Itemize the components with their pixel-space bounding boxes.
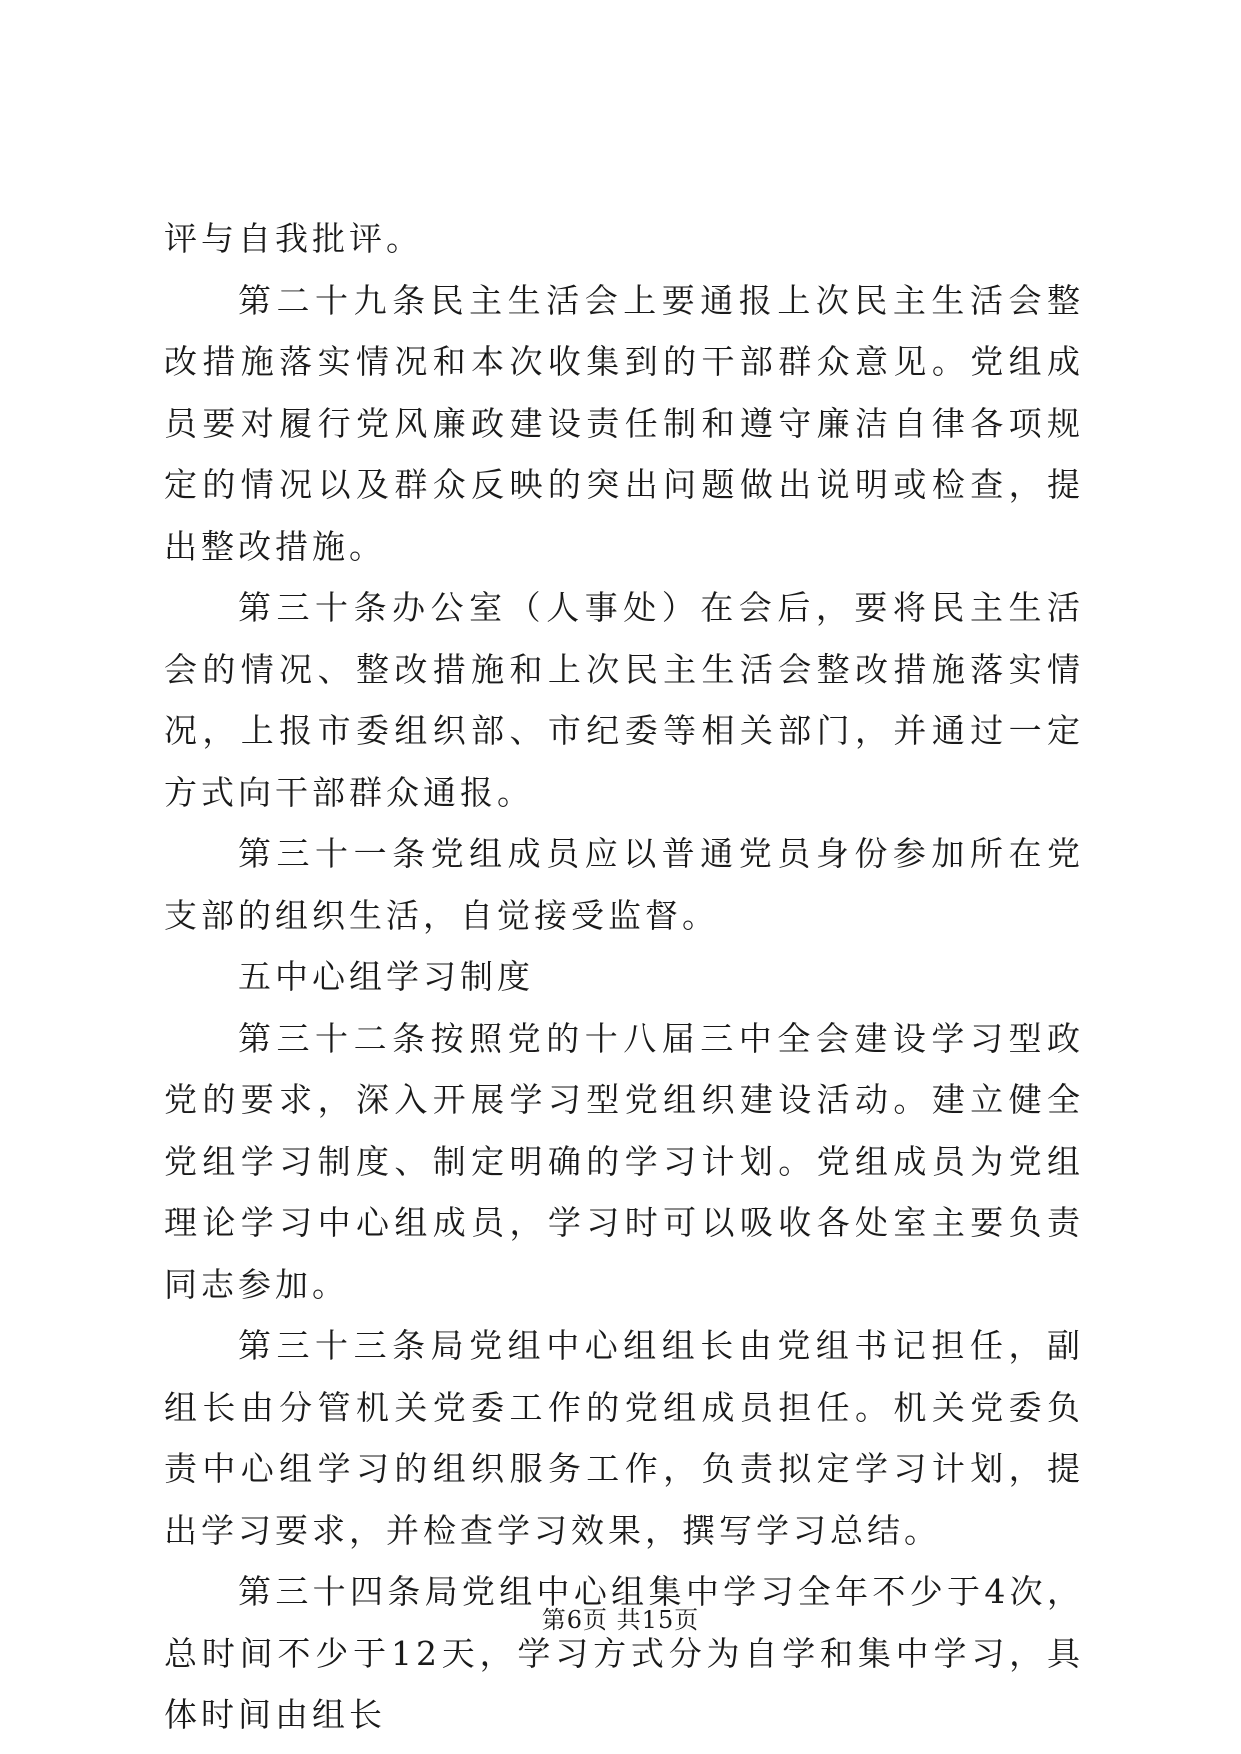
document-body [164, 208, 1084, 1746]
article-34-paragraph: 第三十四条局党组中心组集中学习全年不少于4次，总时间不少于12天，学习方式分为自学和集中学习，具体时间由组长 [164, 1572, 1084, 1734]
article-32-paragraph: 第三十二条按照党的十八届三中全会建设学习型政党的要求，深入开展学习型党组织建设活动。建立健全党组学习制度、制定明确的学习计划。党组成员为党组理论学习中心组成员，学习时可以吸收各处室主要负责同志参加。 [164, 1018, 1084, 1304]
article-33-paragraph: 第三十三条局党组中心组组长由党组书记担任，副组长由分管机关党委工作的党组成员担任。机关党委负责中心组学习的组织服务工作，负责拟定学习计划，提出学习要求，并检查学习效果，撰写学习总结。 [164, 1326, 1084, 1550]
section-heading: 五中心组学习制度 [238, 957, 534, 996]
page-number-footer: 第6页 共15页 [541, 1606, 700, 1634]
article-31-paragraph: 第三十一条党组成员应以普通党员身份参加所在党支部的组织生活，自觉接受监督。 [164, 834, 1084, 935]
article-29-paragraph: 第二十九条民主生活会上要通报上次民主生活会整改措施落实情况和本次收集到的干部群众意见。党组成员要对履行党风廉政建设责任制和遵守廉洁自律各项规定的情况以及群众反映的突出问题做出说明或检查，提出整改措施。 [164, 280, 1084, 566]
article-30-paragraph: 第三十条办公室（人事处）在会后，要将民主生活会的情况、整改措施和上次民主生活会整改措施落实情况，上报市委组织部、市纪委等相关部门，并通过一定方式向干部群众通报。 [164, 588, 1084, 812]
paragraph-continuation: 评与自我批评。 [164, 219, 423, 258]
